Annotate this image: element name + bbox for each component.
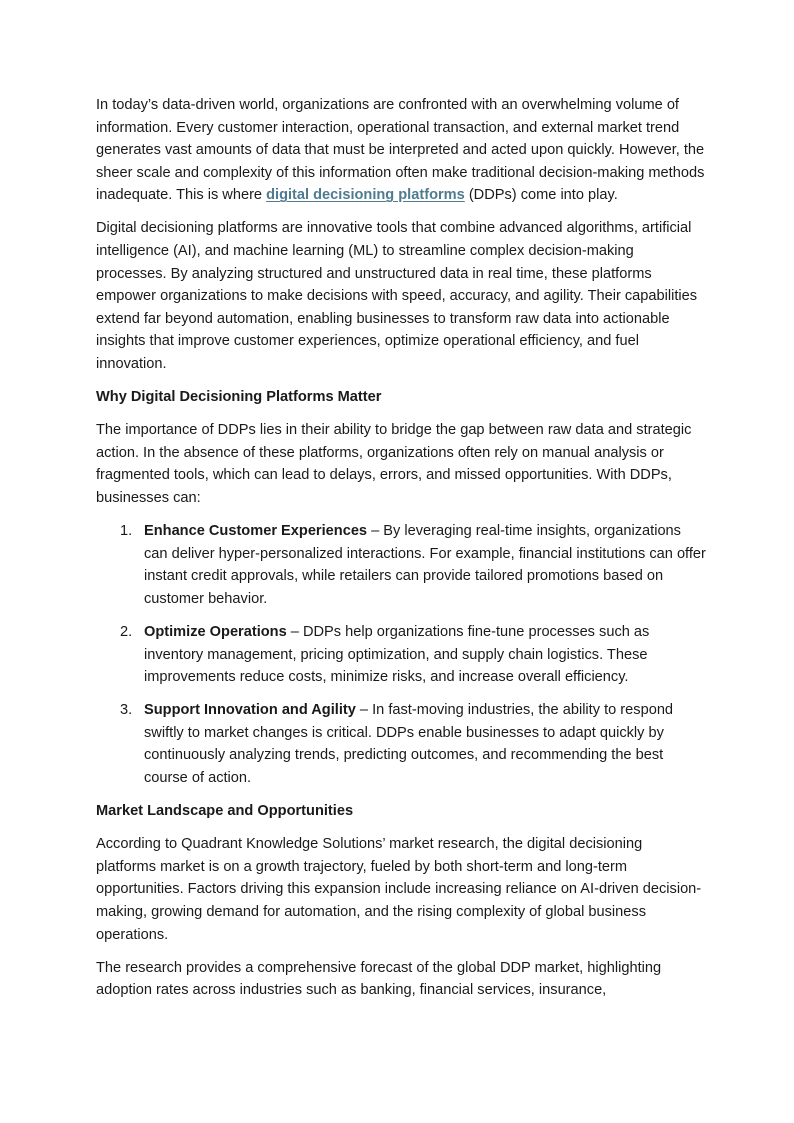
- ddp-link[interactable]: digital decisioning platforms: [266, 187, 465, 204]
- list-item-text: – DDPs help organizations fine-tune processes such as inventory management, pricing optimization, and supply chain logistics. These improvements reduce costs, minimize risks, and increase overall efficiency.: [144, 623, 650, 686]
- list-number: 2.: [120, 623, 133, 640]
- market-paragraph: According to Quadrant Knowledge Solutions’ market research, the digital decisioning platforms market is on a growth trajectory, fueled by both short-term and long-term opportunities. Factors driving this expansion include increasing reliance on AI-driven decision-making, growing demand for automation, and the rising complexity of global business operations.: [96, 836, 702, 943]
- list-item-term: Optimize Operations: [144, 623, 287, 640]
- section-heading-why: Why Digital Decisioning Platforms Matter: [96, 389, 382, 406]
- section-heading-market: Market Landscape and Opportunities: [96, 803, 354, 820]
- list-item-text: – By leveraging real-time insights, organizations can deliver hyper-personalized interactions. For example, financial institutions can offer instant credit approvals, while retailers can provide tailored promotions based on customer behavior.: [144, 523, 706, 607]
- intro-text-end: (DDPs) come into play.: [464, 187, 618, 204]
- list-item: [96, 621, 706, 689]
- forecast-paragraph: The research provides a comprehensive forecast of the global DDP market, highlighting adoption rates across industries such as banking, financial services, insurance,: [96, 959, 662, 999]
- definition-paragraph: Digital decisioning platforms are innovative tools that combine advanced algorithms, artificial intelligence (AI), and machine learning (ML) to streamline complex decision-making processes. By analyzing structured and unstructured data in real time, these platforms empower organizations to make decisions with speed, accuracy, and agility. Their capabilities extend far beyond automation, enabling businesses to transform raw data into actionable insights that improve customer experiences, optimize operational efficiency, and fuel innovation.: [96, 220, 698, 373]
- benefits-list: [96, 520, 706, 790]
- intro-text: In today’s data-driven world, organizations are confronted with an overwhelming volume of information. Every customer interaction, operational transaction, and external market trend generates vast amounts of data that must be interpreted and acted upon quickly. However, the sheer scale and complexity of this information often make traditional decision-making methods inadequate. This is where: [96, 97, 705, 204]
- list-number: 3.: [120, 702, 133, 719]
- list-item: [96, 520, 706, 610]
- list-item-text: – In fast-moving industries, the ability to respond swiftly to market changes is critical. DDPs enable businesses to adapt quickly by continuously analyzing trends, predicting outcomes, and recommending the best course of action.: [144, 702, 674, 787]
- list-item-term: Enhance Customer Experiences: [144, 523, 368, 540]
- intro-paragraph: [96, 94, 706, 207]
- document-page: [96, 94, 706, 1012]
- list-number: 1.: [120, 523, 133, 540]
- list-item: [96, 699, 706, 789]
- list-item-term: Support Innovation and Agility: [144, 702, 356, 719]
- importance-paragraph: The importance of DDPs lies in their ability to bridge the gap between raw data and strategic action. In the absence of these platforms, organizations often rely on manual analysis or fragmented tools, which can lead to delays, errors, and missed opportunities. With DDPs, businesses can:: [96, 422, 692, 506]
